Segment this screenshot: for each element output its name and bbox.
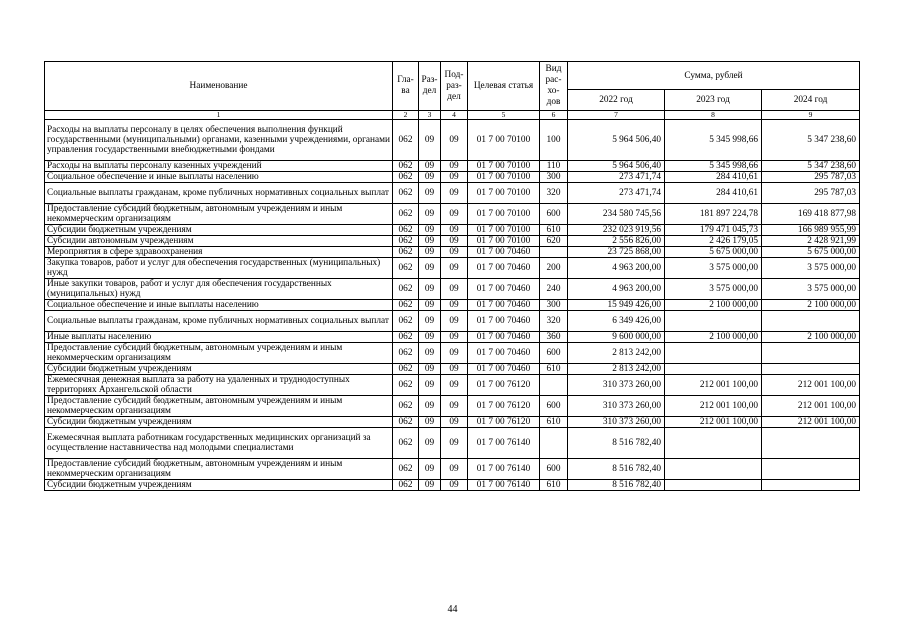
- row-podrazdel: 09: [441, 279, 468, 300]
- table-row: [45, 247, 860, 258]
- row-podrazdel: 09: [441, 225, 468, 236]
- row-glava: 062: [393, 247, 419, 258]
- table-row: [45, 300, 860, 311]
- col-number: 3: [419, 111, 441, 120]
- row-sum-2024: [762, 343, 860, 364]
- row-sum-2023: 5 345 998,66: [665, 120, 762, 161]
- row-target: 01 7 00 70100: [468, 204, 540, 225]
- row-podrazdel: 09: [441, 120, 468, 161]
- row-glava: 062: [393, 459, 419, 480]
- page-number: 44: [447, 604, 458, 615]
- table-row: [45, 279, 860, 300]
- table-row: [45, 343, 860, 364]
- row-name: Социальные выплаты гражданам, кроме публичных нормативных социальных выплат: [45, 183, 393, 204]
- row-glava: 062: [393, 236, 419, 247]
- row-sum-2023: 212 001 100,00: [665, 396, 762, 417]
- table-row: [45, 204, 860, 225]
- row-name: Субсидии бюджетным учреждениям: [45, 417, 393, 428]
- row-sum-2023: 2 100 000,00: [665, 332, 762, 343]
- row-sum-2022: 310 373 260,00: [568, 417, 665, 428]
- row-sum-2024: 212 001 100,00: [762, 396, 860, 417]
- table-body: [45, 111, 860, 491]
- row-glava: 062: [393, 225, 419, 236]
- row-sum-2023: [665, 459, 762, 480]
- header-sum: Сумма, рублей: [568, 62, 860, 90]
- row-razdel: 09: [419, 300, 441, 311]
- row-glava: 062: [393, 161, 419, 172]
- row-vid: 620: [540, 236, 568, 247]
- row-glava: 062: [393, 375, 419, 396]
- row-name: Мероприятия в сфере здравоохранения: [45, 247, 393, 258]
- row-name: Иные выплаты населению: [45, 332, 393, 343]
- row-vid: 610: [540, 480, 568, 491]
- col-number: 5: [468, 111, 540, 120]
- table-row: [45, 311, 860, 332]
- row-sum-2022: 2 813 242,00: [568, 364, 665, 375]
- header-name: Наименование: [45, 62, 393, 111]
- row-sum-2024: 5 347 238,60: [762, 161, 860, 172]
- row-glava: 062: [393, 332, 419, 343]
- row-glava: 062: [393, 396, 419, 417]
- row-razdel: 09: [419, 332, 441, 343]
- row-vid: 610: [540, 225, 568, 236]
- table-row: [45, 480, 860, 491]
- row-podrazdel: 09: [441, 375, 468, 396]
- row-razdel: 09: [419, 120, 441, 161]
- row-razdel: 09: [419, 172, 441, 183]
- row-sum-2022: 6 349 426,00: [568, 311, 665, 332]
- row-sum-2023: 3 575 000,00: [665, 279, 762, 300]
- table-row: [45, 161, 860, 172]
- row-name: Ежемесячная денежная выплата за работу на удаленных и труднодоступных территориях Архангельской области: [45, 375, 393, 396]
- row-sum-2024: [762, 364, 860, 375]
- row-sum-2022: 8 516 782,40: [568, 480, 665, 491]
- row-razdel: 09: [419, 396, 441, 417]
- row-name: Субсидии автономным учреждениям: [45, 236, 393, 247]
- table-row: [45, 172, 860, 183]
- row-sum-2024: 212 001 100,00: [762, 417, 860, 428]
- row-sum-2023: 179 471 045,73: [665, 225, 762, 236]
- row-vid: 610: [540, 364, 568, 375]
- col-number: 1: [45, 111, 393, 120]
- row-target: 01 7 00 70100: [468, 183, 540, 204]
- row-sum-2023: 284 410,61: [665, 183, 762, 204]
- col-number: 4: [441, 111, 468, 120]
- row-glava: 062: [393, 417, 419, 428]
- row-sum-2024: 2 100 000,00: [762, 332, 860, 343]
- table-row: [45, 428, 860, 459]
- row-name: Расходы на выплаты персоналу в целях обеспечения выполнения функций государственными (муниципальными) органами, казенными учреждениями, органами управления государственными внебюджетными фондами: [45, 120, 393, 161]
- row-podrazdel: 09: [441, 428, 468, 459]
- row-sum-2023: 2 100 000,00: [665, 300, 762, 311]
- row-podrazdel: 09: [441, 236, 468, 247]
- row-glava: 062: [393, 183, 419, 204]
- row-podrazdel: 09: [441, 396, 468, 417]
- budget-table: [44, 61, 860, 491]
- row-sum-2023: 2 426 179,05: [665, 236, 762, 247]
- row-sum-2024: [762, 480, 860, 491]
- row-sum-2024: 166 989 955,99: [762, 225, 860, 236]
- row-vid: 600: [540, 343, 568, 364]
- row-sum-2024: 3 575 000,00: [762, 258, 860, 279]
- row-sum-2024: 3 575 000,00: [762, 279, 860, 300]
- row-target: 01 7 00 70100: [468, 225, 540, 236]
- header-podrazdel: Под-раз-дел: [441, 62, 468, 111]
- row-target: 01 7 00 70460: [468, 279, 540, 300]
- row-sum-2024: 295 787,03: [762, 172, 860, 183]
- row-razdel: 09: [419, 183, 441, 204]
- row-vid: 320: [540, 183, 568, 204]
- col-number: 6: [540, 111, 568, 120]
- row-sum-2023: 5 345 998,66: [665, 161, 762, 172]
- row-sum-2023: [665, 364, 762, 375]
- row-vid: 200: [540, 258, 568, 279]
- header-target: Целевая статья: [468, 62, 540, 111]
- row-sum-2024: 5 347 238,60: [762, 120, 860, 161]
- row-razdel: 09: [419, 459, 441, 480]
- row-sum-2024: 2 100 000,00: [762, 300, 860, 311]
- row-glava: 062: [393, 300, 419, 311]
- row-glava: 062: [393, 343, 419, 364]
- row-name: Социальное обеспечение и иные выплаты населению: [45, 172, 393, 183]
- row-sum-2022: 5 964 506,40: [568, 120, 665, 161]
- row-name: Предоставление субсидий бюджетным, автономным учреждениям и иным некоммерческим организациям: [45, 343, 393, 364]
- row-sum-2023: [665, 311, 762, 332]
- row-target: 01 7 00 76140: [468, 459, 540, 480]
- row-name: Предоставление субсидий бюджетным, автономным учреждениям и иным некоммерческим организациям: [45, 204, 393, 225]
- table-row: [45, 183, 860, 204]
- row-vid: 240: [540, 279, 568, 300]
- row-glava: 062: [393, 204, 419, 225]
- row-podrazdel: 09: [441, 343, 468, 364]
- table-row: [45, 364, 860, 375]
- row-name: Иные закупки товаров, работ и услуг для обеспечения государственных (муниципальных) нужд: [45, 279, 393, 300]
- row-target: 01 7 00 76140: [468, 480, 540, 491]
- table-row: [45, 375, 860, 396]
- row-sum-2022: 2 813 242,00: [568, 343, 665, 364]
- row-razdel: 09: [419, 417, 441, 428]
- header-glava: Гла-ва: [393, 62, 419, 111]
- row-glava: 062: [393, 480, 419, 491]
- row-name: Субсидии бюджетным учреждениям: [45, 225, 393, 236]
- row-podrazdel: 09: [441, 172, 468, 183]
- row-sum-2023: 3 575 000,00: [665, 258, 762, 279]
- row-name: Расходы на выплаты персоналу казенных учреждений: [45, 161, 393, 172]
- row-vid: [540, 428, 568, 459]
- row-sum-2024: 5 675 000,00: [762, 247, 860, 258]
- row-razdel: 09: [419, 375, 441, 396]
- row-sum-2022: 4 963 200,00: [568, 279, 665, 300]
- row-sum-2022: 2 556 826,00: [568, 236, 665, 247]
- row-glava: 062: [393, 364, 419, 375]
- row-target: 01 7 00 70100: [468, 161, 540, 172]
- row-name: Ежемесячная выплата работникам государственных медицинских организаций за осуществление наставничества над молодыми специалистами: [45, 428, 393, 459]
- row-sum-2022: 15 949 426,00: [568, 300, 665, 311]
- row-sum-2023: [665, 480, 762, 491]
- row-vid: 100: [540, 120, 568, 161]
- row-name: Социальное обеспечение и иные выплаты населению: [45, 300, 393, 311]
- row-sum-2022: 310 373 260,00: [568, 396, 665, 417]
- row-podrazdel: 09: [441, 161, 468, 172]
- row-podrazdel: 09: [441, 204, 468, 225]
- row-razdel: 09: [419, 204, 441, 225]
- row-razdel: 09: [419, 247, 441, 258]
- row-sum-2024: 169 418 877,98: [762, 204, 860, 225]
- col-number: 8: [665, 111, 762, 120]
- row-name: Предоставление субсидий бюджетным, автономным учреждениям и иным некоммерческим организациям: [45, 396, 393, 417]
- row-sum-2024: 2 428 921,99: [762, 236, 860, 247]
- row-sum-2024: [762, 459, 860, 480]
- row-sum-2022: 8 516 782,40: [568, 459, 665, 480]
- row-target: 01 7 00 76120: [468, 375, 540, 396]
- row-razdel: 09: [419, 428, 441, 459]
- row-podrazdel: 09: [441, 258, 468, 279]
- row-vid: 320: [540, 311, 568, 332]
- row-target: 01 7 00 70460: [468, 258, 540, 279]
- row-vid: 600: [540, 396, 568, 417]
- row-target: 01 7 00 70460: [468, 300, 540, 311]
- row-target: 01 7 00 70100: [468, 172, 540, 183]
- col-number: 9: [762, 111, 860, 120]
- row-podrazdel: 09: [441, 417, 468, 428]
- header-year-2024: 2024 год: [762, 90, 860, 111]
- row-podrazdel: 09: [441, 364, 468, 375]
- row-glava: 062: [393, 258, 419, 279]
- header-vid: Вид рас-хо-дов: [540, 62, 568, 111]
- row-name: Предоставление субсидий бюджетным, автономным учреждениям и иным некоммерческим организациям: [45, 459, 393, 480]
- table-row: [45, 417, 860, 428]
- row-glava: 062: [393, 120, 419, 161]
- table-row: [45, 236, 860, 247]
- row-target: 01 7 00 76120: [468, 396, 540, 417]
- row-podrazdel: 09: [441, 459, 468, 480]
- row-podrazdel: 09: [441, 247, 468, 258]
- row-sum-2022: 5 964 506,40: [568, 161, 665, 172]
- row-target: 01 7 00 70460: [468, 311, 540, 332]
- row-razdel: 09: [419, 364, 441, 375]
- row-target: 01 7 00 76120: [468, 417, 540, 428]
- table-row: [45, 120, 860, 161]
- row-sum-2022: 310 373 260,00: [568, 375, 665, 396]
- row-name: Субсидии бюджетным учреждениям: [45, 480, 393, 491]
- row-sum-2024: [762, 428, 860, 459]
- row-sum-2024: 212 001 100,00: [762, 375, 860, 396]
- row-sum-2022: 4 963 200,00: [568, 258, 665, 279]
- row-razdel: 09: [419, 279, 441, 300]
- row-sum-2023: 181 897 224,78: [665, 204, 762, 225]
- row-vid: 600: [540, 459, 568, 480]
- row-glava: 062: [393, 279, 419, 300]
- row-sum-2022: 8 516 782,40: [568, 428, 665, 459]
- row-target: 01 7 00 70100: [468, 120, 540, 161]
- table-row: [45, 332, 860, 343]
- row-glava: 062: [393, 428, 419, 459]
- row-target: 01 7 00 70460: [468, 247, 540, 258]
- row-podrazdel: 09: [441, 480, 468, 491]
- column-numbers-row: [45, 111, 860, 120]
- row-sum-2023: 212 001 100,00: [665, 417, 762, 428]
- row-vid: 300: [540, 172, 568, 183]
- header-year-2022: 2022 год: [568, 90, 665, 111]
- col-number: 7: [568, 111, 665, 120]
- col-number: 2: [393, 111, 419, 120]
- row-name: Социальные выплаты гражданам, кроме публичных нормативных социальных выплат: [45, 311, 393, 332]
- row-podrazdel: 09: [441, 332, 468, 343]
- table-row: [45, 225, 860, 236]
- row-target: 01 7 00 70460: [468, 364, 540, 375]
- row-name: Субсидии бюджетным учреждениям: [45, 364, 393, 375]
- row-target: 01 7 00 70100: [468, 236, 540, 247]
- row-podrazdel: 09: [441, 300, 468, 311]
- row-razdel: 09: [419, 343, 441, 364]
- row-sum-2022: 232 023 919,56: [568, 225, 665, 236]
- row-sum-2024: [762, 311, 860, 332]
- row-sum-2023: 5 675 000,00: [665, 247, 762, 258]
- row-sum-2022: 273 471,74: [568, 172, 665, 183]
- row-target: 01 7 00 76140: [468, 428, 540, 459]
- row-razdel: 09: [419, 225, 441, 236]
- row-razdel: 09: [419, 258, 441, 279]
- row-sum-2023: 284 410,61: [665, 172, 762, 183]
- row-sum-2022: 9 600 000,00: [568, 332, 665, 343]
- row-name: Закупка товаров, работ и услуг для обеспечения государственных (муниципальных) нужд: [45, 258, 393, 279]
- row-target: 01 7 00 70460: [468, 332, 540, 343]
- row-sum-2024: 295 787,03: [762, 183, 860, 204]
- row-razdel: 09: [419, 161, 441, 172]
- row-vid: 610: [540, 417, 568, 428]
- row-sum-2022: 273 471,74: [568, 183, 665, 204]
- row-vid: 110: [540, 161, 568, 172]
- row-vid: 600: [540, 204, 568, 225]
- table-row: [45, 459, 860, 480]
- row-sum-2022: 23 725 868,00: [568, 247, 665, 258]
- header-year-2023: 2023 год: [665, 90, 762, 111]
- row-sum-2023: [665, 428, 762, 459]
- row-podrazdel: 09: [441, 183, 468, 204]
- row-razdel: 09: [419, 311, 441, 332]
- row-podrazdel: 09: [441, 311, 468, 332]
- row-vid: [540, 375, 568, 396]
- row-glava: 062: [393, 172, 419, 183]
- row-target: 01 7 00 70460: [468, 343, 540, 364]
- header-razdel: Раз-дел: [419, 62, 441, 111]
- row-razdel: 09: [419, 236, 441, 247]
- row-vid: [540, 247, 568, 258]
- row-sum-2023: [665, 343, 762, 364]
- table-row: [45, 258, 860, 279]
- row-sum-2022: 234 580 745,56: [568, 204, 665, 225]
- table-row: [45, 396, 860, 417]
- row-vid: 300: [540, 300, 568, 311]
- row-razdel: 09: [419, 480, 441, 491]
- row-sum-2023: 212 001 100,00: [665, 375, 762, 396]
- row-vid: 360: [540, 332, 568, 343]
- row-glava: 062: [393, 311, 419, 332]
